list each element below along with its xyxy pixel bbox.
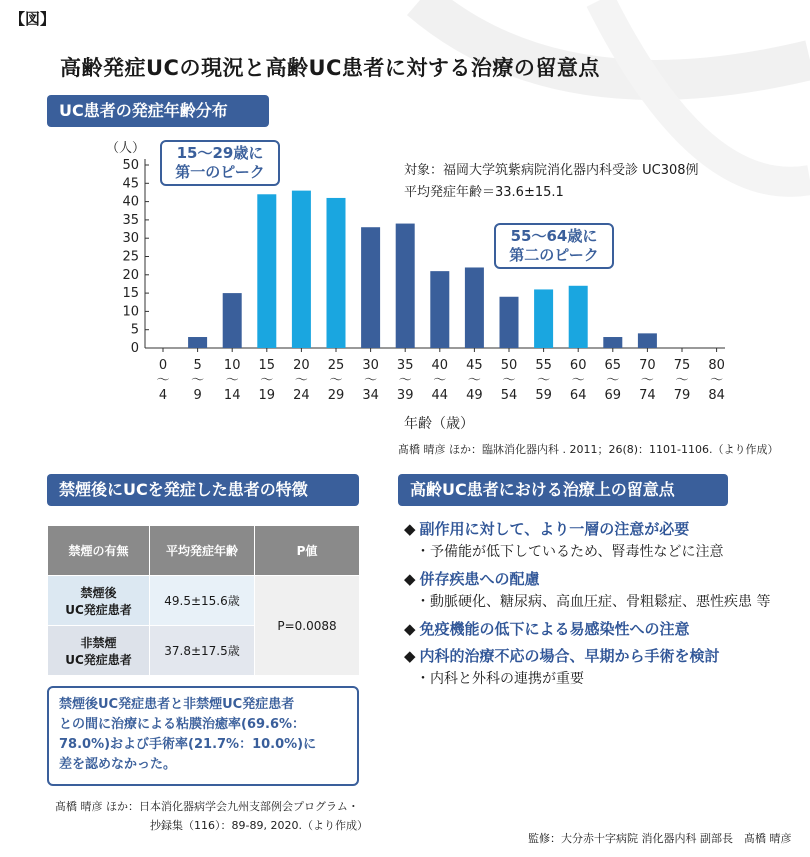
x-tick-label: 79: [673, 388, 691, 403]
y-tick-label: 25: [122, 249, 139, 265]
diamond-icon: ◆: [404, 647, 416, 665]
x-tick-label: 80: [708, 358, 725, 373]
figure-tag: 【図】: [10, 10, 56, 28]
x-tick-label: 39: [396, 388, 414, 403]
x-tick-label: 40: [431, 358, 449, 373]
diamond-icon: ◆: [404, 620, 416, 638]
point-sub: ・内科と外科の連携が重要: [416, 671, 584, 687]
chart-section-title: UC患者の発症年齢分布: [47, 95, 269, 127]
mean-age-cell: 49.5±15.6歳: [150, 576, 254, 625]
treatment-section-title: 高齢UC患者における治療上の留意点: [398, 474, 728, 506]
note-line: 差を認めなかった。: [59, 757, 177, 772]
group-line: UC発症患者: [65, 652, 132, 667]
x-tick-label: 10: [223, 358, 241, 373]
y-tick-label: 50: [122, 158, 139, 173]
smoking-note: [47, 686, 359, 786]
point-heading: [404, 518, 794, 541]
bar: [396, 224, 415, 348]
diamond-icon: ◆: [404, 570, 416, 588]
y-tick-label: 5: [130, 322, 139, 338]
x-axis-label: 年齢（歳）: [404, 416, 474, 432]
x-tick-label: 〜: [502, 373, 516, 388]
group-line: 禁煙後: [80, 585, 117, 600]
smoking-section-title: 禁煙後にUCを発症した患者の特徴: [47, 474, 359, 506]
x-tick-label: 14: [223, 388, 241, 403]
x-tick-label: 75: [673, 358, 691, 373]
group-cell: [48, 626, 149, 675]
x-tick-label: 49: [466, 388, 483, 403]
x-tick-label: 〜: [537, 373, 551, 388]
bar: [500, 297, 519, 348]
x-tick-label: 69: [604, 388, 622, 403]
x-tick-label: 55: [535, 358, 552, 373]
peak2-callout: [494, 223, 614, 269]
point-heading-text: 副作用に対して、より一層の注意が必要: [419, 520, 690, 538]
bar: [638, 333, 657, 348]
x-tick-label: 74: [639, 388, 656, 403]
x-tick-label: 59: [535, 388, 552, 403]
x-tick-label: 44: [431, 388, 449, 403]
point-sub: ・動脈硬化、糖尿病、高血圧症、骨粗鬆症、悪性疾患 等: [416, 594, 771, 610]
bar: [361, 227, 380, 348]
y-tick-label: 15: [122, 286, 139, 302]
point-heading: [404, 568, 794, 591]
diamond-icon: ◆: [404, 520, 416, 538]
x-tick-label: 84: [708, 388, 725, 403]
x-tick-label: 〜: [433, 373, 447, 388]
peak1-callout-line2: 第一のピーク: [175, 163, 265, 181]
study-info: [404, 160, 699, 204]
x-tick-label: 〜: [398, 373, 412, 388]
x-tick-label: 0: [158, 358, 168, 373]
chart-source: 髙橋 晴彦 ほか：臨牀消化器内科 . 2011；26(8)：1101-1106.（より作成）: [398, 443, 779, 456]
x-tick-label: 54: [500, 388, 518, 403]
table-header-row: [48, 526, 359, 575]
x-tick-label: 〜: [294, 373, 308, 388]
x-tick-label: 〜: [606, 373, 620, 388]
x-tick-label: 〜: [640, 373, 654, 388]
x-tick-label: 〜: [191, 373, 205, 388]
x-tick-label: 45: [466, 358, 483, 373]
y-tick-label: 35: [122, 212, 139, 228]
bar: [327, 198, 346, 348]
note-line: 禁煙後UC発症患者と非禁煙UC発症患者: [59, 697, 295, 712]
x-tick-label: 4: [158, 388, 168, 403]
y-tick-label: 20: [122, 267, 139, 283]
point-heading-text: 併存疾患への配慮: [419, 570, 540, 588]
group-line: 非禁煙: [80, 635, 117, 650]
x-tick-label: 19: [258, 388, 276, 403]
smoking-source-line2: 抄録集（116）：89-89, 2020.（より作成）: [150, 819, 368, 832]
x-tick-label: 34: [362, 388, 379, 403]
group-cell: [48, 576, 149, 625]
point-heading: [404, 645, 794, 668]
x-tick-label: 9: [193, 388, 202, 403]
smoking-table: [47, 525, 360, 676]
y-axis-label: （人）: [106, 141, 146, 156]
study-subjects: 対象：福岡大学筑紫病院消化器内科受診 UC308例: [404, 163, 699, 178]
bar: [569, 286, 588, 348]
x-tick-label: 〜: [225, 373, 239, 388]
header-p-value: P値: [255, 526, 359, 575]
supervisor-credit: 監修：大分赤十字病院 消化器内科 副部長 髙橋 晴彦: [528, 832, 792, 845]
y-tick-label: 10: [122, 304, 139, 320]
x-tick-label: 50: [500, 358, 518, 373]
bar: [603, 337, 622, 348]
x-tick-label: 29: [327, 388, 345, 403]
x-tick-label: 30: [362, 358, 379, 373]
bar: [257, 194, 276, 348]
y-tick-label: 0: [130, 341, 139, 356]
peak1-callout-line1: 15〜29歳に: [176, 144, 264, 162]
table-row: [48, 576, 359, 625]
header-smoking: 禁煙の有無: [48, 526, 149, 575]
x-tick-label: 35: [396, 358, 414, 373]
x-tick-label: 24: [293, 388, 310, 403]
bar: [223, 293, 242, 348]
study-mean-age: 平均発症年齢＝33.6±15.1: [404, 185, 564, 200]
x-tick-label: 〜: [467, 373, 481, 388]
point-heading: [404, 618, 794, 641]
x-tick-label: 20: [293, 358, 310, 373]
x-tick-label: 64: [569, 388, 587, 403]
bar: [188, 337, 207, 348]
x-tick-label: 15: [258, 358, 276, 373]
bar: [430, 271, 449, 348]
peak1-callout: [160, 140, 280, 186]
y-tick-label: 45: [122, 176, 139, 192]
x-tick-label: 〜: [260, 373, 274, 388]
smoking-source-line1: 髙橋 晴彦 ほか：日本消化器病学会九州支部例会プログラム・: [55, 800, 359, 813]
x-tick-label: 〜: [329, 373, 343, 388]
x-tick-label: 〜: [156, 373, 170, 388]
note-line: との間に治療による粘膜治癒率(69.6%：: [59, 717, 306, 732]
peak2-callout-line1: 55〜64歳に: [510, 227, 598, 245]
point-heading-text: 内科的治療不応の場合、早期から手術を検討: [419, 647, 720, 665]
header-mean-age: 平均発症年齢: [150, 526, 254, 575]
x-tick-label: 25: [327, 358, 345, 373]
note-line: 78.0%)および手術率(21.7%：10.0%)に: [59, 737, 317, 752]
group-line: UC発症患者: [65, 602, 132, 617]
x-tick-label: 〜: [710, 373, 724, 388]
bar: [534, 289, 553, 348]
point-heading-text: 免疫機能の低下による易感染性への注意: [419, 620, 690, 638]
x-tick-label: 65: [604, 358, 622, 373]
mean-age-cell: 37.8±17.5歳: [150, 626, 254, 675]
x-tick-label: 〜: [571, 373, 585, 388]
main-title: 高齢発症UCの現況と高齢UC患者に対する治療の留意点: [60, 56, 600, 80]
y-tick-label: 40: [122, 194, 139, 210]
x-tick-label: 60: [569, 358, 587, 373]
x-tick-label: 〜: [675, 373, 689, 388]
x-tick-label: 5: [193, 358, 202, 373]
p-value-cell: P=0.0088: [255, 576, 359, 675]
x-tick-label: 〜: [364, 373, 378, 388]
point-sub: ・予備能が低下しているため、腎毒性などに注意: [416, 544, 724, 560]
y-tick-label: 30: [122, 231, 139, 247]
peak2-callout-line2: 第二のピーク: [509, 246, 599, 264]
bar: [292, 191, 311, 348]
bar: [465, 267, 484, 348]
treatment-points: [404, 514, 794, 691]
x-tick-label: 70: [639, 358, 656, 373]
